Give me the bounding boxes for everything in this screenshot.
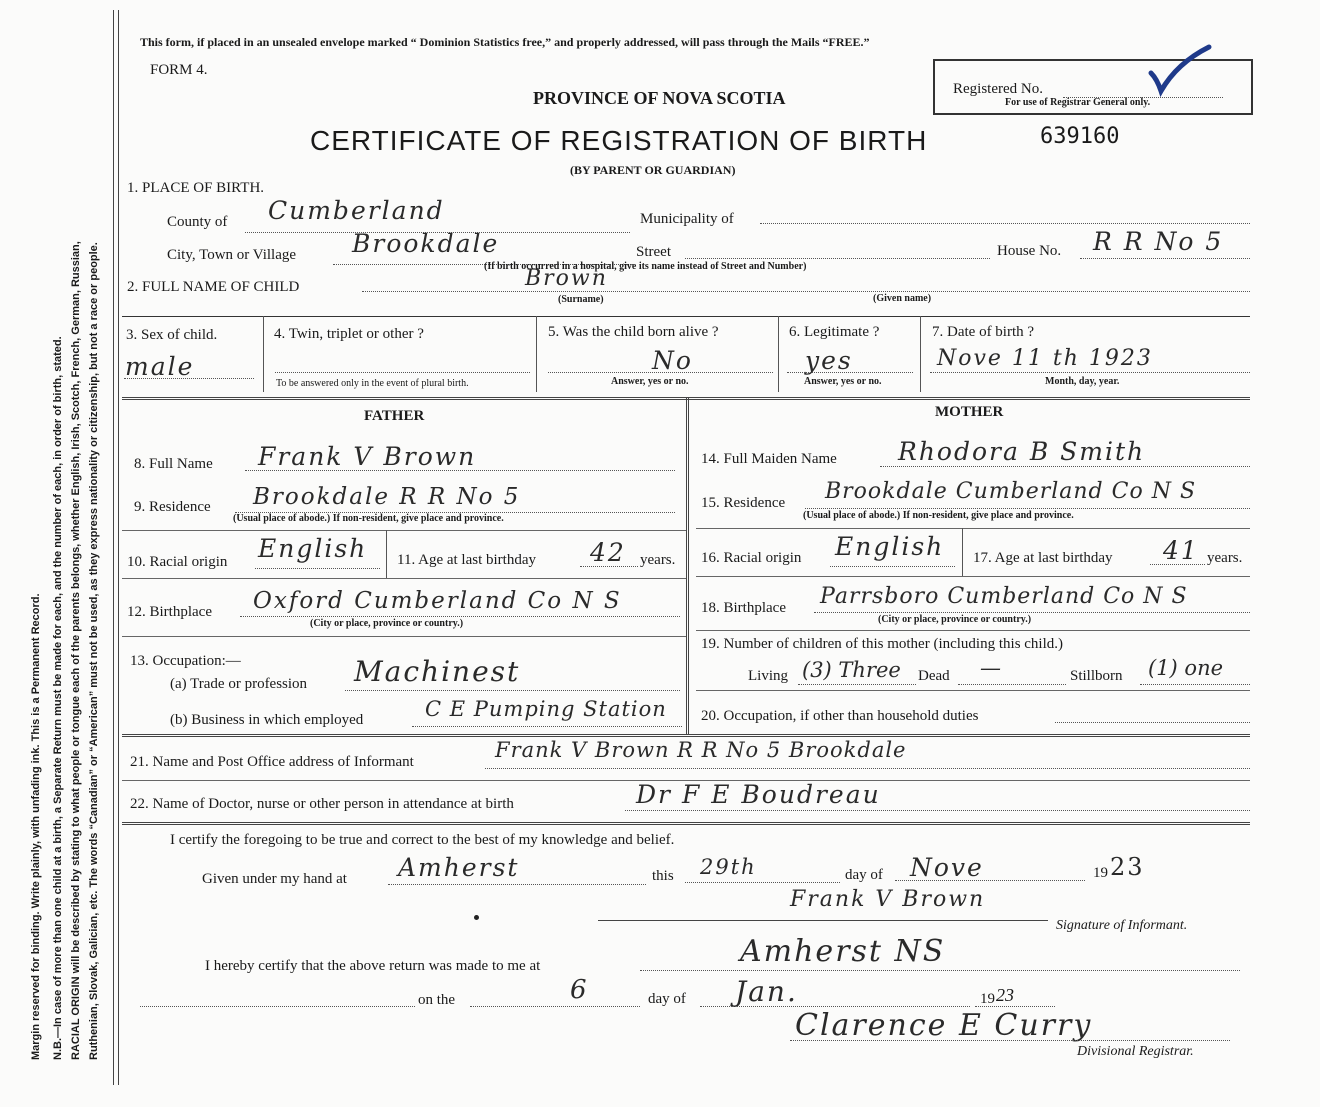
father-name-label: 8. Full Name: [134, 456, 213, 472]
registered-label: Registered No.: [953, 81, 1043, 97]
province-heading: PROVINCE OF NOVA SCOTIA: [533, 88, 786, 108]
registrar-note: For use of Registrar General only.: [1005, 97, 1151, 108]
doctor-line: [625, 810, 1250, 811]
father-bp-label: 12. Birthplace: [127, 604, 212, 620]
father-race-label: 10. Racial origin: [127, 554, 228, 570]
father-trade-value: Machinest: [354, 655, 521, 688]
mother-age-line: [1150, 564, 1205, 565]
given-day: 29th: [700, 855, 757, 879]
father-race-value: English: [258, 534, 368, 563]
informant-signature-line: [598, 920, 1048, 921]
alive-label: 5. Was the child born alive ?: [548, 324, 719, 340]
mother-name-value: Rhodora B Smith: [898, 437, 1146, 466]
year-prefix: 19: [1093, 865, 1108, 881]
registrar-year-suffix: 23: [996, 985, 1014, 1005]
father-race-top: [122, 530, 686, 531]
twin-label: 4. Twin, triplet or other ?: [274, 326, 424, 342]
mother-name-label: 14. Full Maiden Name: [701, 451, 837, 467]
certification-statement: I certify the foregoing to be true and correct to the best of my knowledge and belief.: [170, 832, 675, 848]
mother-age-value: 41: [1163, 536, 1199, 565]
registrar-year-line: [975, 1006, 1055, 1007]
mother-race-label: 16. Racial origin: [701, 550, 802, 566]
father-race-bottom: [122, 578, 686, 579]
father-bp-caption: (City or place, province or country.): [310, 618, 464, 629]
place-of-birth-heading: 1. PLACE OF BIRTH.: [127, 180, 265, 196]
dayof-label: day of: [845, 867, 883, 883]
county-label: County of: [167, 214, 228, 230]
father-race-divider: [386, 530, 387, 578]
mother-res-line: [805, 508, 1250, 509]
given-place: Amherst: [398, 853, 520, 882]
father-age-label: 11. Age at last birthday: [397, 552, 536, 568]
house-line: [1080, 258, 1250, 259]
margin-note-nationality: Ruthenian, Slovak, Galician, etc. The words “Canadian” or “American” must not be used, as they express nationality or citizenship, but not a race or people.: [88, 242, 100, 1060]
father-trade-label: (a) Trade or profession: [170, 676, 308, 692]
sex-label: 3. Sex of child.: [126, 327, 218, 343]
informant-signature-caption: Signature of Informant.: [1056, 918, 1188, 933]
father-res-value: Brookdale R R No 5: [253, 484, 521, 510]
margin-note-binding: Margin reserved for binding. Write plainly, with unfading ink. This is a Permanent Record.: [30, 593, 42, 1060]
father-res-caption: (Usual place of abode.) If non-resident, give place and province.: [233, 513, 504, 524]
informant-signature: Frank V Brown: [790, 887, 986, 912]
father-bp-value: Oxford Cumberland Co N S: [253, 588, 622, 614]
mother-bp-caption: (City or place, province or country.): [878, 614, 1032, 625]
given-day-line: [685, 882, 840, 883]
child-surname: Brown: [525, 266, 608, 291]
mother-heading: MOTHER: [935, 404, 1004, 420]
onthe-lead-line: [140, 1006, 415, 1007]
surname-caption: (Surname): [558, 294, 604, 305]
given-label: Given under my hand at: [202, 871, 347, 887]
dead-line: [958, 684, 1066, 685]
mother-race-line: [830, 566, 955, 567]
dob-line: [930, 372, 1250, 373]
registrar-day: 6: [570, 975, 589, 1005]
mother-occ-label: 20. Occupation, if other than household duties: [701, 708, 979, 724]
legit-caption: Answer, yes or no.: [804, 376, 882, 387]
registrar-caption: Divisional Registrar.: [1077, 1044, 1194, 1059]
father-res-label: 9. Residence: [134, 499, 211, 515]
alive-line: [548, 372, 773, 373]
father-age-value: 42: [590, 538, 626, 567]
informant-line: [485, 768, 1250, 769]
registered-number-box: [933, 59, 1253, 115]
registrar-signature-line: [790, 1040, 1230, 1041]
mother-bp-value: Parrsboro Cumberland Co N S: [820, 584, 1188, 609]
mother-age-label: 17. Age at last birthday: [973, 550, 1113, 566]
city-value: Brookdale: [352, 229, 500, 258]
city-label: City, Town or Village: [167, 247, 297, 263]
dead-label: Dead: [918, 668, 950, 684]
informant-label: 21. Name and Post Office address of Informant: [130, 754, 414, 770]
father-business-label: (b) Business in which employed: [170, 712, 364, 728]
given-name-caption: (Given name): [873, 293, 932, 304]
year-suffix: 23: [1110, 853, 1145, 881]
parents-divider: [686, 397, 689, 734]
alive-caption: Answer, yes or no.: [611, 376, 689, 387]
house-label: House No.: [997, 243, 1062, 259]
mother-res-label: 15. Residence: [701, 495, 786, 511]
street-label: Street: [636, 244, 671, 260]
twin-note: To be answered only in the event of plural birth.: [276, 378, 469, 389]
given-month: Nove: [910, 853, 984, 882]
father-age-line: [580, 566, 638, 567]
stillborn-line: [1140, 684, 1250, 685]
certificate-title: CERTIFICATE OF REGISTRATION OF BIRTH: [310, 125, 928, 156]
divider-6-7: [920, 316, 921, 392]
binding-margin-line-2: [118, 10, 119, 1085]
divider-3-4: [263, 316, 264, 392]
registrar-month-line: [700, 1006, 970, 1007]
sex-line: [124, 378, 254, 379]
registrar-year-prefix: 19: [980, 991, 995, 1007]
legit-value: yes: [805, 346, 853, 375]
dob-label: 7. Date of birth ?: [932, 324, 1035, 340]
onthe-label: on the: [418, 992, 456, 1008]
row3-top-border: [122, 316, 1250, 317]
registrar-statement: I hereby certify that the above return was made to me at: [205, 958, 541, 974]
father-business-line: [412, 726, 682, 727]
mother-bp-label: 18. Birthplace: [701, 600, 786, 616]
child-name-label: 2. FULL NAME OF CHILD: [127, 279, 300, 295]
child-name-line: [362, 291, 1250, 292]
doctor-bottom: [122, 822, 1250, 825]
registrar-dayof-label: day of: [648, 991, 686, 1007]
mother-name-line: [880, 466, 1250, 467]
municipality-label: Municipality of: [640, 211, 734, 227]
living-line: [798, 684, 916, 685]
stillborn-value: (1) one: [1148, 656, 1224, 680]
bullet-dot: [474, 915, 479, 920]
father-name-value: Frank V Brown: [258, 442, 477, 471]
children-count-label: 19. Number of children of this mother (including this child.): [701, 636, 1064, 652]
form-number: FORM 4.: [150, 62, 208, 78]
mother-children-bottom: [696, 690, 1250, 691]
certificate-subtitle: (BY PARENT OR GUARDIAN): [570, 163, 736, 177]
doctor-label: 22. Name of Doctor, nurse or other person in attendance at birth: [130, 796, 514, 812]
street-line: [685, 258, 990, 259]
father-business-value: C E Pumping Station: [425, 697, 667, 721]
twin-line: [275, 372, 530, 373]
father-years: years.: [640, 552, 676, 568]
municipality-line: [760, 223, 1250, 224]
street-note: (If birth occurred in a hospital, give its name instead of Street and Number): [484, 261, 807, 272]
stillborn-label: Stillborn: [1070, 668, 1123, 684]
registrar-month: Jan.: [735, 975, 798, 1008]
legit-line: [787, 372, 913, 373]
margin-note-plural-birth: N.B.—In case of more than one child at a birth, a Separate Return must be made for each, and the number of each, in order of birth, stated.: [52, 336, 64, 1060]
father-name-line: [245, 470, 675, 471]
this-label: this: [652, 868, 674, 884]
father-race-line: [255, 568, 380, 569]
mother-bp-line: [814, 612, 1250, 613]
mother-res-caption: (Usual place of abode.) If non-resident, give place and province.: [803, 510, 1074, 521]
given-month-line: [895, 880, 1085, 881]
alive-value: No: [652, 346, 693, 375]
registration-number: 639160: [1040, 124, 1120, 149]
father-bp-bottom: [122, 636, 686, 637]
mother-race-bottom: [696, 576, 1250, 577]
sex-value: male: [125, 352, 195, 381]
registrar-place-line: [640, 970, 1240, 971]
legit-label: 6. Legitimate ?: [789, 324, 880, 340]
check-mark-icon: [1147, 43, 1217, 108]
mother-race-top: [696, 528, 1250, 529]
mother-res-value: Brookdale Cumberland Co N S: [825, 479, 1197, 504]
divider-5-6: [778, 316, 779, 392]
margin-note-racial-origin: RACIAL ORIGIN will be described by stating to what people or tongue each of the parents belongs, whether English, Irish, Scotch, French, German, Russian,: [70, 241, 82, 1060]
mother-bp-bottom: [696, 630, 1250, 631]
father-bp-line: [240, 616, 680, 617]
given-place-line: [388, 884, 646, 885]
mother-years: years.: [1207, 550, 1243, 566]
registrar-signature: Clarence E Curry: [795, 1008, 1093, 1043]
father-occ-label: 13. Occupation:—: [130, 653, 241, 669]
living-label: Living: [748, 668, 788, 684]
parents-bottom-border: [122, 734, 1250, 737]
dob-value: Nove 11 th 1923: [937, 346, 1153, 371]
mother-occ-line: [1055, 722, 1250, 723]
house-value: R R No 5: [1093, 227, 1224, 256]
registrar-day-line: [470, 1006, 640, 1007]
father-heading: FATHER: [364, 408, 425, 424]
divider-4-5: [536, 316, 537, 392]
mother-race-value: English: [835, 532, 945, 561]
mother-race-divider: [962, 528, 963, 576]
doctor-value: Dr F E Boudreau: [636, 780, 881, 809]
dob-caption: Month, day, year.: [1045, 376, 1120, 387]
father-trade-line: [345, 690, 680, 691]
county-value: Cumberland: [268, 196, 445, 225]
living-value: (3) Three: [802, 658, 901, 682]
dead-value: —: [980, 656, 1003, 680]
informant-value: Frank V Brown R R No 5 Brookdale: [495, 738, 907, 762]
registrar-place: Amherst NS: [740, 934, 946, 969]
postal-note: This form, if placed in an unsealed envelope marked “ Dominion Statistics free,” and properly addressed, will pass through the Mails “FREE.”: [140, 35, 870, 49]
binding-margin-line: [113, 10, 114, 1085]
